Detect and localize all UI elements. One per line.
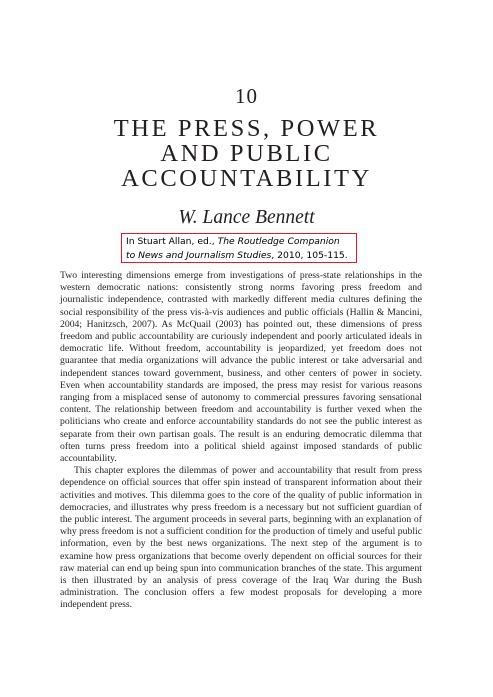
chapter-title-line: ACCOUNTABILITY (121, 165, 372, 192)
citation-line-2 (126, 249, 353, 263)
chapter-title-line: THE PRESS, POWER (113, 115, 380, 142)
chapter-number: 10 (235, 84, 258, 108)
chapter-title (0, 116, 493, 191)
citation-prefix: In Stuart Allan, ed., (126, 236, 218, 247)
citation-line-1 (126, 235, 353, 249)
chapter-body (60, 270, 422, 612)
chapter-author: W. Lance Bennett (178, 207, 315, 228)
citation-book-title-part-1: The Routledge Companion (217, 236, 340, 247)
chapter-title-line: AND PUBLIC (160, 140, 333, 167)
body-paragraph-2: This chapter explores the dilemmas of power and accountability that result from press dependence on official sources that offer spin instead of transparent information about their activities and motives. This dilemma goes to the core of the quality of public information in democracies, and illustrates why press freedom is a necessary but not sufficient guardian of the public interest. The argument proceeds in several parts, beginning with an explanation of why press freedom is not a sufficient condition for the production of timely and useful public information, even by the best news organizations. The next step of the argument is to examine how press organizations that become overly dependent on official sources for their raw material can end up being spun into communication branches of the state. This argument is then illustrated by an analysis of press coverage of the Iraq War during the Bush administration. The conclusion offers a few modest proposals for developing a more independent press. (60, 465, 422, 611)
citation-box (121, 233, 357, 263)
citation-suffix: , 2010, 105-115. (271, 250, 348, 261)
body-paragraph-1: Two interesting dimensions emerge from investigations of press-state relationships in the western democratic nations: consistently strong norms favoring press freedom and journalistic independence, contrasted with markedly different media cultures defining the social responsibility of the press vis-à-vis audiences and public officials (Hallin & Mancini, 2004; Hanitzsch, 2007). As McQuail (2003) has pointed out, these dimensions of press freedom and public accountability are curiously independent and poorly articulated ideals in democratic life. Without freedom, accountability is jeopardized, yet freedom does not guarantee that media organizations will advance the public interest or take adversarial and independent stances toward government, business, and other centers of power in society. Even when accountability standards are imposed, the press may resist for various reasons ranging from a misplaced sense of autonomy to commercial pressures favoring sensational content. The relationship between freedom and accountability is further vexed when the politicians who create and enforce accountability standards do not see the public interest as separate from their own partisan goals. The result is an enduring democratic dilemma that often turns press freedom into a political shield against imposed standards of public accountability. (60, 270, 422, 465)
citation-book-title-part-2: to News and Journalism Studies (126, 250, 272, 261)
